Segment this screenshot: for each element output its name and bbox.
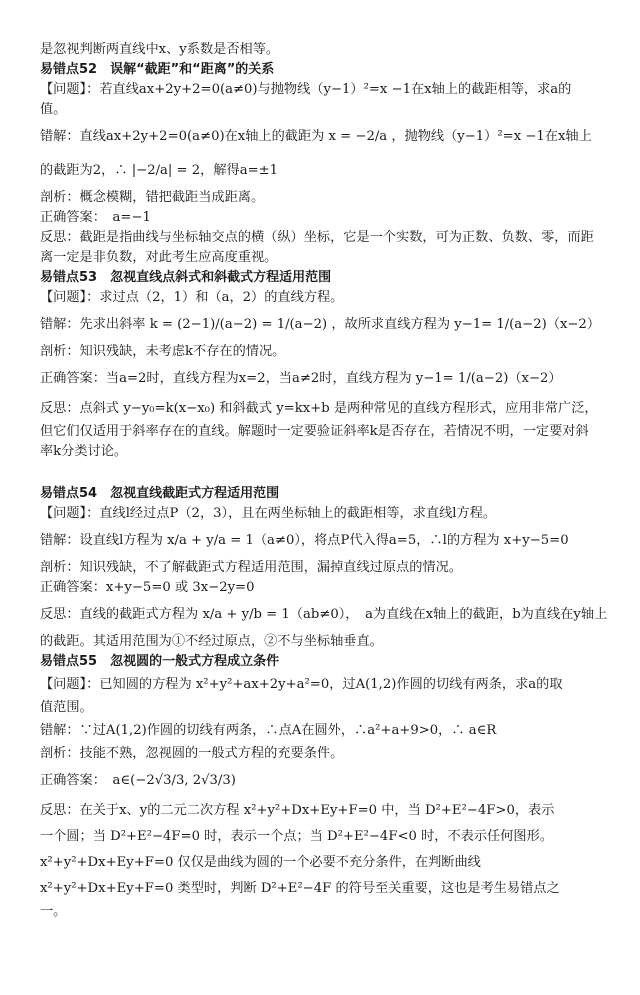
reflection-line: 离一定是非负数，对此考生应高度重视。 (40, 250, 278, 265)
wrong-solution-line: 错解：设直线l方程为 x/a + y/a = 1（a≠0），将点P代入得a=5，∴l的方程为 x+y−5=0 (40, 533, 569, 548)
section-55 (40, 652, 610, 922)
problem-line: 【问题】：已知圆的方程为 x²+y²+ax+2y+a²=0，过A(1,2)作圆的切线有两条，求a的取 (40, 677, 563, 692)
answer-line: 正确答案： a=−1 (40, 210, 151, 225)
intro-line: 是忽视判断两直线中x、y系数是否相等。 (40, 42, 280, 57)
wrong-solution-line: 的截距为2，∴ |−2/a| = 2，解得a=±1 (40, 163, 279, 178)
reflection-line: 一个圆；当 D²+E²−4F=0 时，表示一个点；当 D²+E²−4F<0 时，不表示任何图形。 (40, 829, 553, 844)
reflection-line: 一。 (40, 904, 67, 919)
section-title: 易错点55 忽视圆的一般式方程成立条件 (40, 654, 280, 669)
reflection-line: 反思：截距是指曲线与坐标轴交点的横（纵）坐标，它是一个实数，可为正数、负数、零，而距 (40, 230, 594, 245)
problem-line: 【问题】：若直线ax+2y+2=0(a≠0)与抛物线（y−1）²=x −1在x轴上的截距相等，求a的 (40, 82, 572, 97)
section-title: 易错点53 忽视直线点斜式和斜截式方程适用范围 (40, 270, 332, 285)
reflection-line: 的截距。其适用范围为①不经过原点，②不与坐标轴垂直。 (40, 634, 383, 649)
wrong-solution-line: 错解：∵过A(1,2)作圆的切线有两条，∴点A在圆外，∴a²+a+9>0，∴ a∈R (40, 723, 497, 738)
reflection-line: 率k分类讨论。 (40, 444, 128, 459)
section-spacer (40, 462, 610, 484)
reflection-line: 但它们仅适用于斜率存在的直线。解题时一定要验证斜率k是否存在，若情况不明，一定要对斜 (40, 424, 589, 439)
problem-line: 值。 (40, 102, 67, 117)
section-52 (40, 60, 610, 268)
answer-line: 正确答案： a∈(−2√3/3, 2√3/3) (40, 773, 236, 788)
wrong-solution-line: 错解：先求出斜率 k = (2−1)/(a−2) = 1/(a−2) ，故所求直线方程为 y−1= 1/(a−2)（x−2） (40, 317, 601, 332)
problem-line: 【问题】：直线l经过点P（2，3），且在两坐标轴上的截距相等，求直线l方程。 (40, 506, 497, 521)
reflection-line: 反思：直线的截距式方程为 x/a + y/b = 1（ab≠0）， a为直线在x轴上的截距，b为直线在y轴上 (40, 607, 608, 622)
answer-line: 正确答案：当a=2时，直线方程为x=2，当a≠2时，直线方程为 y−1= 1/(a−2)（x−2） (40, 371, 562, 386)
reflection-line: x²+y²+Dx+Ey+F=0 类型时，判断 D²+E²−4F 的符号至关重要，这也是考生易错点之 (40, 881, 560, 896)
reflection-line: x²+y²+Dx+Ey+F=0 仅仅是曲线为圆的一个必要不充分条件，在判断曲线 (40, 855, 481, 870)
section-54 (40, 484, 610, 652)
wrong-solution-line: 错解：直线ax+2y+2=0(a≠0)在x轴上的截距为 x = −2/a ，抛物线（y−1）²=x −1在x轴上 (40, 129, 592, 144)
analysis-line: 剖析：技能不熟，忽视圆的一般式方程的充要条件。 (40, 746, 344, 761)
analysis-line: 剖析：知识残缺，未考虑k不存在的情况。 (40, 344, 286, 359)
answer-line: 正确答案：x+y−5=0 或 3x−2y=0 (40, 580, 255, 595)
analysis-line: 剖析：知识残缺，不了解截距式方程适用范围，漏掉直线过原点的情况。 (40, 560, 462, 575)
reflection-line: 反思：点斜式 y−y₀=k(x−x₀) 和斜截式 y=kx+b 是两种常见的直线方程形式，应用非常广泛， (40, 401, 598, 416)
section-title: 易错点54 忽视直线截距式方程适用范围 (40, 486, 280, 501)
analysis-line: 剖析：概念模糊，错把截距当成距离。 (40, 190, 265, 205)
reflection-line: 反思：在关于x、y的二元二次方程 x²+y²+Dx+Ey+F=0 中，当 D²+E²−4F>0，表示 (40, 803, 555, 818)
section-title: 易错点52 误解“截距”和“距离”的关系 (40, 62, 275, 77)
problem-line: 值范围。 (40, 700, 93, 715)
section-53 (40, 268, 610, 462)
problem-line: 【问题】：求过点（2，1）和（a，2）的直线方程。 (40, 290, 344, 305)
